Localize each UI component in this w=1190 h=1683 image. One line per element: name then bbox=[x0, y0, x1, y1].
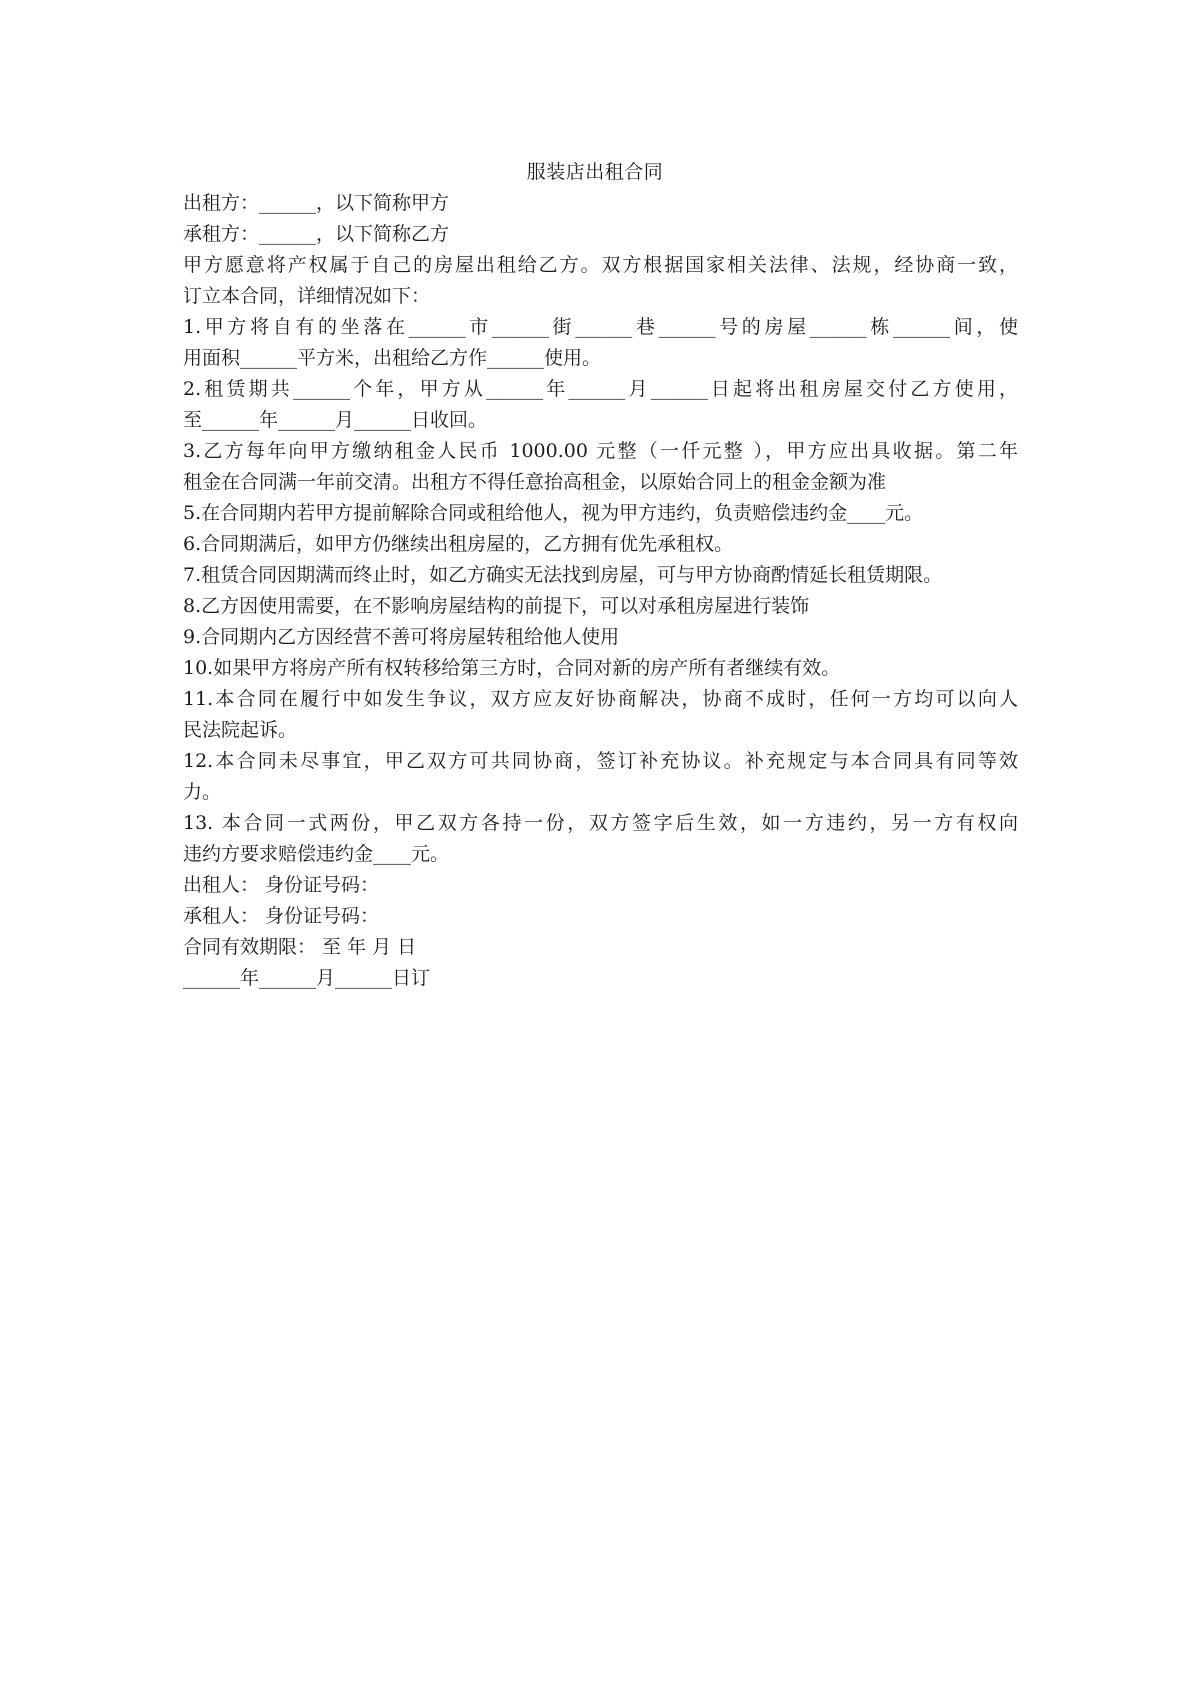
contract-line: 6.合同期满后，如甲方仍继续出租房屋的，乙方拥有优先承租权。 bbox=[183, 533, 734, 555]
contract-line: 民法院起诉。 bbox=[183, 719, 298, 741]
contract-line: 用面积______平方米，出租给乙方作______使用。 bbox=[183, 347, 602, 369]
contract-line: 12.本合同未尽事宜，甲乙双方可共同协商，签订补充协议。补充规定与本合同具有同等效 bbox=[183, 750, 1018, 772]
contract-line: 承租人： 身份证号码： bbox=[183, 905, 380, 927]
contract-line: 3.乙方每年向甲方缴纳租金人民币 1000.00 元整（一仟元整 ），甲方应出具收据。第二年 bbox=[183, 440, 1018, 462]
contract-line: 订立本合同，详细情况如下： bbox=[183, 285, 431, 307]
contract-line: 11.本合同在履行中如发生争议，双方应友好协商解决，协商不成时，任何一方均可以向人 bbox=[183, 688, 1018, 710]
contract-line: 违约方要求赔偿违约金____元。 bbox=[183, 843, 450, 865]
contract-line: 出租人： 身份证号码： bbox=[183, 874, 380, 896]
contract-line: 合同有效期限： 至 年 月 日 bbox=[183, 936, 417, 958]
contract-line: 出租方：______，以下简称甲方 bbox=[183, 192, 450, 214]
contract-line: ______年______月______日订 bbox=[183, 967, 431, 989]
document-body bbox=[183, 188, 1018, 994]
contract-line: 10.如果甲方将房产所有权转移给第三方时，合同对新的房产所有者继续有效。 bbox=[183, 657, 841, 679]
contract-line: 5.在合同期内若甲方提前解除合同或租给他人，视为甲方违约，负责赔偿违约金____元。 bbox=[183, 502, 924, 524]
contract-line: 13. 本合同一式两份，甲乙双方各持一份，双方签字后生效，如一方违约，另一方有权向 bbox=[183, 812, 1018, 834]
contract-line: 至______年______月______日收回。 bbox=[183, 409, 488, 431]
contract-line: 7.租赁合同因期满而终止时，如乙方确实无法找到房屋，可与甲方协商酌情延长租赁期限。 bbox=[183, 564, 943, 586]
contract-line: 8.乙方因使用需要，在不影响房屋结构的前提下，可以对承租房屋进行装饰 bbox=[183, 595, 810, 617]
contract-line: 甲方愿意将产权属于自己的房屋出租给乙方。双方根据国家相关法律、法规，经协商一致， bbox=[183, 254, 1018, 276]
contract-line: 租金在合同满一年前交清。出租方不得任意抬高租金，以原始合同上的租金金额为准 bbox=[183, 471, 887, 493]
contract-line: 9.合同期内乙方因经营不善可将房屋转租给他人使用 bbox=[183, 626, 620, 648]
contract-line: 2.租赁期共______个年，甲方从______年______月______日起将出租房屋交付乙方使用， bbox=[183, 378, 1018, 400]
contract-line: 1.甲方将自有的坐落在______市______街______巷______号的房屋______栋______间，使 bbox=[183, 316, 1018, 338]
contract-line: 承租方：______，以下简称乙方 bbox=[183, 223, 450, 245]
document-title: 服装店出租合同 bbox=[526, 161, 664, 183]
contract-line: 力。 bbox=[183, 781, 222, 803]
